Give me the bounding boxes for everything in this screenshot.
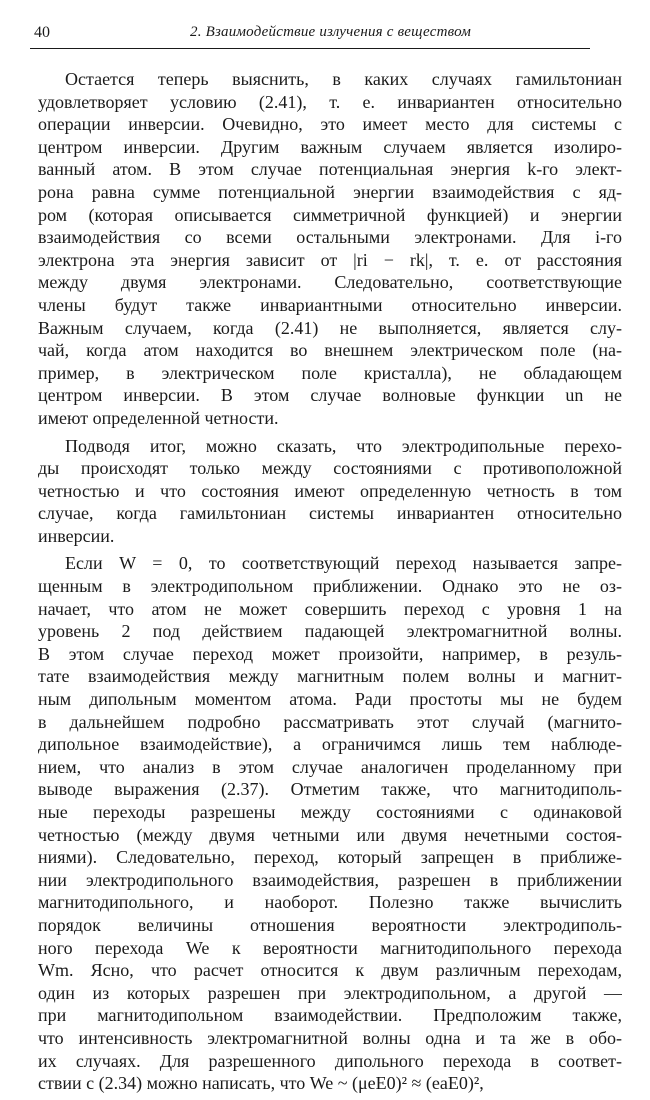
text-line: начает, что атом не может совершить переход с уровня 1 на bbox=[38, 598, 622, 619]
text-line: центром инверсии. Другим важным случаем является изолиро- bbox=[38, 136, 622, 157]
body-text bbox=[38, 68, 622, 1100]
page-header bbox=[30, 22, 590, 49]
text-line: между двумя электронами. Следовательно, соответствующие bbox=[38, 272, 622, 293]
text-line: ные переходы разрешены между состояниями с одинаковой bbox=[38, 802, 622, 822]
text-line: пример, в электрическом поле кристалла), не обладающем bbox=[38, 362, 622, 383]
running-title: 2. Взаимодействие излучения с веществом bbox=[190, 24, 472, 40]
text-line: нием, что анализ в этом случае аналогичен проделанному при bbox=[38, 756, 622, 777]
text-line: взаимодействия со всеми остальными электронами. Для i-го bbox=[38, 227, 622, 248]
text-line: ствии с (2.34) можно написать, что We ~ (μeE0)² ≈ (eaE0)², bbox=[38, 1073, 484, 1094]
text-line: нии электродипольного взаимодействия, разрешен в приближении bbox=[38, 869, 622, 890]
text-line: уровень 2 под действием падающей электромагнитной волны. bbox=[38, 621, 622, 642]
text-line: удовлетворяет условию (2.41), т. е. инвариантен относительно bbox=[38, 91, 622, 112]
text-line: ниями). Следовательно, переход, который запрещен в приближе- bbox=[38, 847, 622, 868]
text-line: в дальнейшем подробно рассматривать этот случай (магнито- bbox=[38, 711, 622, 732]
text-line: В этом случае переход может произойти, например, в резуль- bbox=[38, 643, 622, 664]
text-line: при магнитодипольном взаимодействии. Предположим также, bbox=[38, 1005, 622, 1026]
text-line: инверсии. bbox=[38, 525, 115, 546]
text-line: их случаях. Для разрешенного дипольного перехода в соответ- bbox=[38, 1050, 622, 1071]
text-line: дипольное взаимодействие), а ограничимся лишь тем наблюде- bbox=[38, 734, 622, 755]
text-line: щенным в электродипольном приближении. Однако это не оз- bbox=[38, 576, 622, 597]
text-line: ным дипольным моментом атома. Ради простоты мы не будем bbox=[38, 689, 622, 710]
text-line: операции инверсии. Очевидно, это имеет место для системы с bbox=[38, 114, 622, 135]
text-line: случае, когда гамильтониан системы инвариантен относительно bbox=[38, 503, 622, 524]
text-line: ванный атом. В этом случае потенциальная энергия k-го элект- bbox=[38, 159, 622, 180]
text-line: Wm. Ясно, что расчет относится к двум различным переходам, bbox=[38, 960, 622, 981]
paragraph bbox=[38, 68, 622, 430]
text-line: ного перехода We к вероятности магнитодипольного перехода bbox=[38, 937, 622, 958]
paragraph bbox=[38, 552, 622, 1094]
text-line: электрона эта энергия зависит от |ri − rk|, т. е. от расстояния bbox=[38, 249, 622, 270]
text-line: ды происходят только между состояниями с противоположной bbox=[38, 458, 622, 479]
text-line: ром (которая описывается симметричной функцией) и энергии bbox=[38, 204, 622, 225]
text-line: порядок величины отношения вероятности электродиполь- bbox=[38, 914, 622, 935]
text-line: Подводя итог, можно сказать, что электродипольные перехо- bbox=[65, 435, 622, 456]
text-line: имеют определенной четности. bbox=[38, 407, 279, 428]
text-line: рона равна сумме потенциальной энергии взаимодействия с яд- bbox=[38, 181, 622, 202]
text-line: Если W = 0, то соответствующий переход называется запре- bbox=[65, 553, 622, 574]
text-line: четностью и что состояния имеют определенную четность в том bbox=[38, 480, 622, 501]
paragraph bbox=[38, 435, 622, 548]
text-line: что интенсивность электромагнитной волны одна и та же в обо- bbox=[38, 1027, 622, 1048]
text-line: центром инверсии. В этом случае волновые функции un не bbox=[38, 385, 622, 406]
text-line: Остается теперь выяснить, в каких случаях гамильтониан bbox=[65, 69, 622, 89]
text-line: Важным случаем, когда (2.41) не выполняется, является слу- bbox=[38, 317, 622, 338]
page-number: 40 bbox=[34, 24, 50, 41]
text-line: четностью (между двумя четными или двумя нечетными состоя- bbox=[38, 824, 622, 845]
text-line: магнитодипольного, и наоборот. Полезно также вычислить bbox=[38, 892, 622, 913]
text-line: члены будут также инвариантными относительно инверсии. bbox=[38, 294, 622, 315]
text-line: тате взаимодействия между магнитным полем волны и магнит- bbox=[38, 666, 622, 687]
text-line: чай, когда атом находится во внешнем электрическом поле (на- bbox=[38, 340, 622, 361]
text-line: один из которых разрешен при электродипольном, а другой — bbox=[38, 982, 622, 1003]
text-line: выводе выражения (2.37). Отметим также, что магнитодиполь- bbox=[38, 779, 622, 800]
